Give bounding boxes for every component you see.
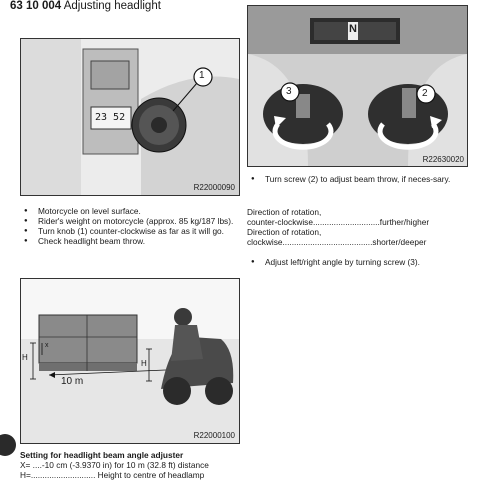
right-step-1 bbox=[247, 174, 462, 184]
setting-line-2: H=............................ Height to centre of headlamp bbox=[20, 470, 205, 480]
screws-illustration bbox=[248, 6, 467, 166]
page-header bbox=[10, 0, 161, 12]
list-item: ● Check headlight beam throw. bbox=[30, 236, 240, 246]
rotation-line-2: counter-clockwise.............................further/higher bbox=[247, 217, 430, 227]
figure-beam bbox=[20, 278, 240, 444]
label-h-left: H bbox=[22, 353, 28, 362]
figure-ref: R22000090 bbox=[193, 183, 235, 192]
section-title: Adjusting headlight bbox=[63, 0, 161, 12]
list-item: ● Rider's weight on motorcycle (approx. 85 kg/187 lbs). bbox=[30, 216, 240, 226]
warning-icon bbox=[0, 434, 16, 456]
list-item: ● Motorcycle on level surface. bbox=[30, 206, 240, 216]
gear-indicator: N bbox=[349, 23, 357, 35]
callout-3: 3 bbox=[286, 86, 292, 97]
display-readout: 23 52 bbox=[95, 112, 126, 123]
callout-1: 1 bbox=[199, 70, 205, 81]
right-step-2 bbox=[247, 257, 462, 267]
list-item: ● Turn screw (2) to adjust beam throw, if neces-sary. bbox=[257, 174, 462, 184]
rotation-line-4: clockwise.......................................shorter/deeper bbox=[247, 237, 427, 247]
left-step-list bbox=[20, 206, 240, 246]
figure-screws bbox=[247, 5, 468, 167]
rotation-line-3: Direction of rotation, bbox=[247, 227, 322, 237]
label-x: x bbox=[45, 342, 49, 349]
section-code: 63 10 004 bbox=[10, 0, 62, 12]
callout-2: 2 bbox=[422, 88, 428, 99]
figure-knob bbox=[20, 38, 240, 196]
label-distance: 10 m bbox=[61, 376, 84, 387]
label-h-right: H bbox=[141, 359, 147, 368]
figure-ref: R22630020 bbox=[422, 155, 464, 164]
beam-illustration bbox=[21, 279, 239, 443]
list-item: ● Adjust left/right angle by turning screw (3). bbox=[257, 257, 462, 267]
knob-illustration bbox=[21, 39, 239, 195]
setting-title: Setting for headlight beam angle adjuster bbox=[20, 450, 184, 460]
figure-ref: R22000100 bbox=[193, 431, 235, 440]
rotation-line-1: Direction of rotation, bbox=[247, 207, 322, 217]
setting-line-1: X= ....-10 cm (-3.9370 in) for 10 m (32.8 ft) distance bbox=[20, 460, 209, 470]
list-item: ● Turn knob (1) counter-clockwise as far as it will go. bbox=[30, 226, 240, 236]
